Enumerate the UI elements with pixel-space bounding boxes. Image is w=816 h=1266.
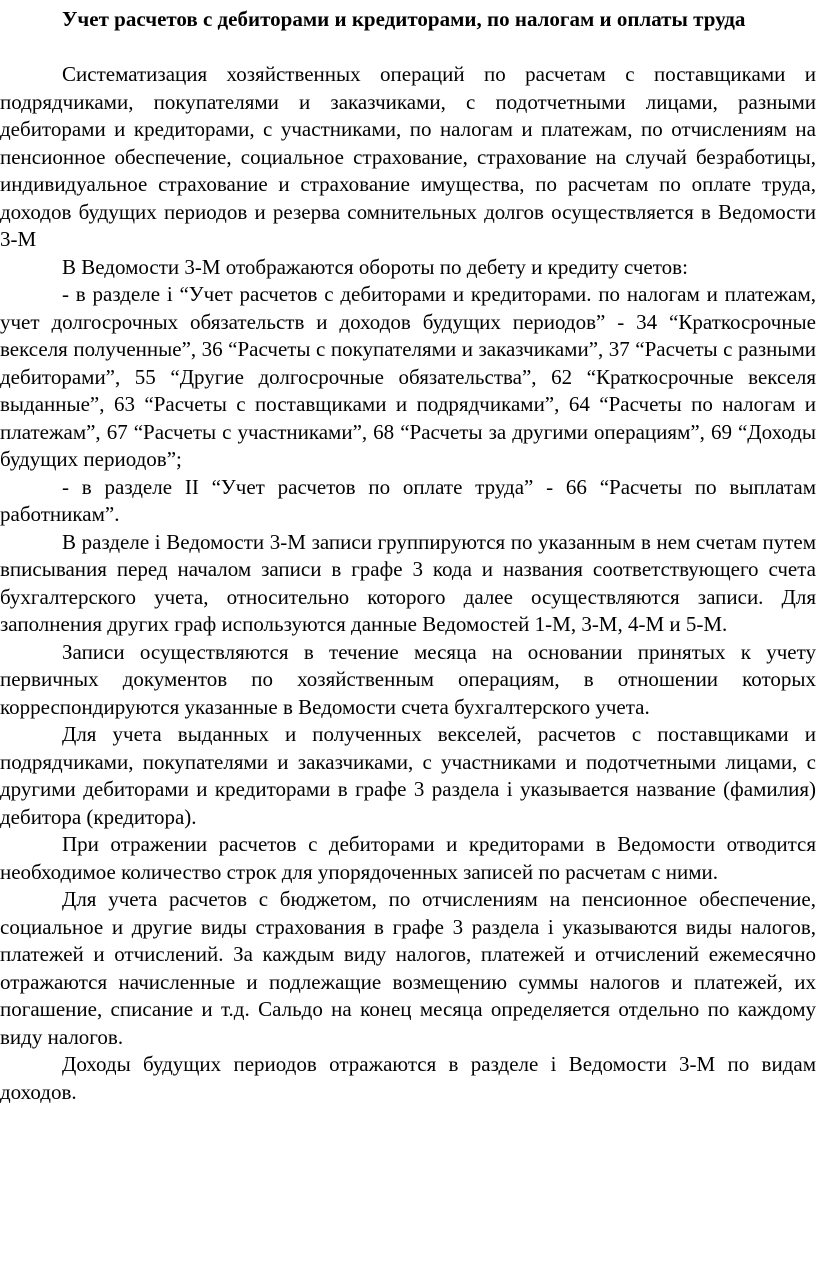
paragraph: В Ведомости 3-М отображаются обороты по дебету и кредиту счетов:	[62, 254, 688, 279]
paragraph: Для учета расчетов с бюджетом, по отчислениям на пенсионное обеспечение, социальное и другие виды страхования в графе 3 раздела і указываются виды налогов, платежей и отчислений. За каждым виду налогов, платежей и отчислений ежемесячно отражаются начисленные и подлежащие возмещению суммы налогов и платежей, их погашение, списание и т.д. Сальдо на конец месяца определяется отдельно по каждому виду налогов.	[0, 887, 816, 1049]
paragraph: Записи осуществляются в течение месяца на основании принятых к учету первичных документов по хозяйственным операциям, в отношении которых корреспондируются указанные в Ведомости счета бухгалтерского учета.	[0, 639, 816, 719]
paragraph: При отражении расчетов с дебиторами и кредиторами в Ведомости отводится необходимое количество строк для упорядоченных записей по расчетам с ними.	[0, 832, 816, 884]
document-title: Учет расчетов с дебиторами и кредиторами, по налогам и оплаты труда	[62, 7, 746, 31]
paragraph: Для учета выданных и полученных векселей, расчетов с поставщиками и подрядчиками, покупателями и заказчиками, с участниками и подотчетными лицами, с другими дебиторами и кредиторами в графе 3 раздела і указывается название (фамилия) дебитора (кредитора).	[0, 722, 816, 829]
title-spacer	[0, 34, 816, 62]
paragraph: Доходы будущих периодов отражаются в разделе і Ведомости 3-М по видам доходов.	[0, 1052, 816, 1104]
paragraph: - в разделе і “Учет расчетов с дебиторами и кредиторами. по налогам и платежам, учет долгосрочных обязательств и доходов будущих периодов” - 34 “Краткосрочные векселя полученные”, 36 “Расчеты с покупателями и заказчиками”, 37 “Расчеты с разными дебиторами”, 55 “Другие долгосрочные обязательства”, 62 “Краткосрочные векселя выданные”, 63 “Расчеты с поставщиками и подрядчиками”, 64 “Расчеты по налогам и платежам”, 67 “Расчеты с участниками”, 68 “Расчеты за другими операциям”, 69 “Доходы будущих периодов”;	[0, 282, 816, 471]
paragraph: В разделе і Ведомости 3-М записи группируются по указанным в нем счетам путем вписывания перед началом записи в графе 3 кода и названия соответствующего счета бухгалтерского учета, относительно которого далее осуществляются записи. Для заполнения других граф используются данные Ведомостей 1-М, 3-М, 4-М и 5-М.	[0, 529, 816, 636]
paragraph: Систематизация хозяйственных операций по расчетам с поставщиками и подрядчиками, покупателями и заказчиками, с подотчетными лицами, разными дебиторами и кредиторами, с участниками, по налогам и платежам, по отчислениям на пенсионное обеспечение, социальное страхование, страхование на случай безработицы, индивидуальное страхование и страхование имущества, по расчетам по оплате труда, доходов будущих периодов и резерва сомнительных долгов осуществляется в Ведомости 3-М	[0, 62, 816, 251]
paragraph: - в разделе II “Учет расчетов по оплате труда” - 66 “Расчеты по выплатам работникам”.	[0, 474, 816, 526]
